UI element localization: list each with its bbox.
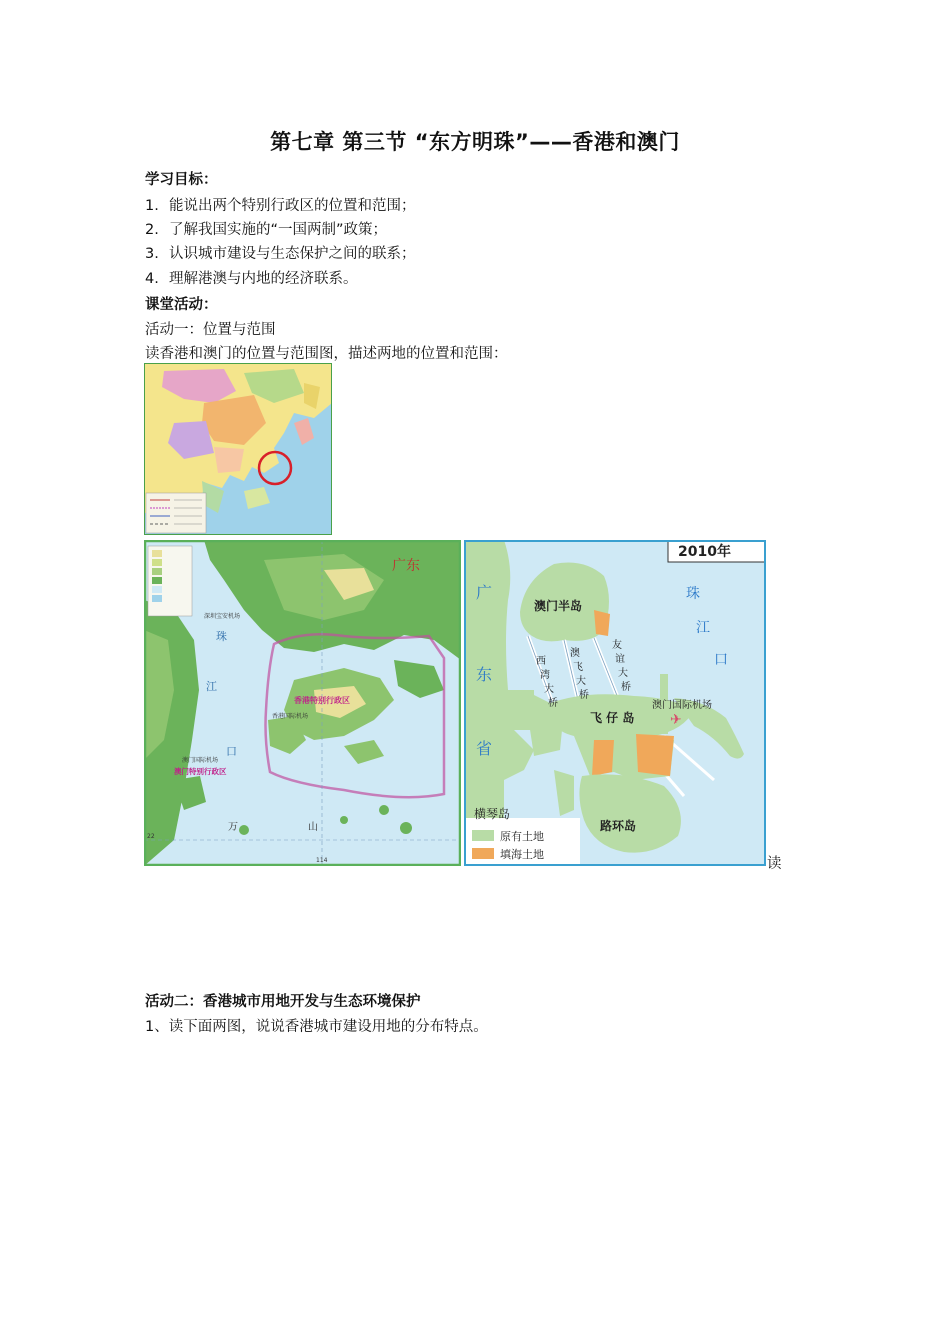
objective-text: 认识城市建设与生态保护之间的联系；	[169, 246, 416, 262]
objective-item	[145, 218, 387, 239]
objective-item	[145, 267, 358, 288]
objective-text: 能说出两个特别行政区的位置和范围；	[169, 198, 416, 214]
youyi-bridge-3: 大	[618, 668, 628, 679]
objective-item	[145, 194, 416, 215]
zhujiang-kou: 口	[714, 652, 728, 668]
aofei-bridge-3: 大	[576, 676, 586, 687]
macao-sheng-label: 省	[476, 739, 493, 758]
zhu-label: 珠	[216, 630, 227, 643]
aofei-bridge-1: 澳	[570, 648, 580, 659]
asia-location-map	[144, 363, 332, 535]
objective-text: 了解我国实施的“一国两制”政策；	[169, 222, 388, 238]
airplane-icon: ✈	[670, 712, 682, 728]
kou-label: 口	[226, 745, 237, 758]
macao-dong-label: 东	[476, 665, 493, 684]
macao-airport-label: 澳门国际机场	[182, 757, 219, 764]
wan-label: 万	[228, 822, 238, 833]
objective-number: 4.	[145, 271, 159, 287]
page-title: 第七章 第三节 “东方明珠”——香港和澳门	[270, 130, 680, 154]
legend-original-land: 原有土地	[500, 830, 544, 843]
activity2-title: 活动二：香港城市用地开发与生态环境保护	[145, 994, 421, 1010]
activities-heading: 课堂活动：	[145, 297, 218, 313]
coloane-label: 路环岛	[600, 819, 637, 833]
youyi-bridge-1: 友	[612, 640, 622, 651]
xiwan-bridge-3: 大	[544, 684, 554, 695]
dong-label: 东	[406, 558, 420, 574]
trailing-text: 读	[767, 856, 782, 872]
hk-sar-label: 香港特别行政区	[294, 696, 350, 705]
shenzhen-airport-label: 深圳宝安机场	[204, 613, 241, 620]
lat22-label: 22	[147, 833, 155, 840]
activity2-instruction: 1、读下面两图，说说香港城市建设用地的分布特点。	[145, 1019, 488, 1035]
shan-label: 山	[308, 822, 318, 833]
taipa-label: 飞 仔 岛	[590, 711, 635, 725]
aofei-bridge-2: 飞	[573, 662, 583, 673]
xiwan-bridge-1: 西	[536, 656, 546, 667]
macao-sar-label: 澳门特别行政区	[174, 767, 227, 776]
legend-reclaimed-land: 填海土地	[500, 848, 544, 861]
zhujiang-zhu: 珠	[686, 586, 700, 602]
objective-number: 1.	[145, 198, 159, 214]
zhujiang-jiang: 江	[696, 620, 710, 636]
objectives-heading: 学习目标：	[145, 172, 218, 188]
macao-map-year: 2010年	[678, 544, 731, 560]
lon114-label: 114	[316, 857, 328, 864]
guang-label: 广	[392, 558, 406, 574]
hengqin-label: 横琴岛	[474, 807, 511, 821]
objective-text: 理解港澳与内地的经济联系。	[169, 271, 358, 287]
activity1-instruction: 读香港和澳门的位置与范围图，描述两地的位置和范围：	[145, 346, 508, 362]
objective-number: 3.	[145, 246, 159, 262]
objective-number: 2.	[145, 222, 159, 238]
youyi-bridge-2: 谊	[615, 654, 625, 665]
objective-item	[145, 242, 416, 263]
aofei-bridge-4: 桥	[579, 690, 589, 701]
airport-label: 澳门国际机场	[652, 700, 712, 711]
peninsula-label: 澳门半岛	[534, 599, 583, 613]
youyi-bridge-4: 桥	[621, 682, 631, 693]
jiang-label: 江	[206, 680, 217, 693]
hong-kong-region-map	[144, 540, 461, 866]
hk-airport-label: 香港国际机场	[272, 713, 309, 720]
activity1-title: 活动一：位置与范围	[145, 322, 276, 338]
xiwan-bridge-2: 湾	[540, 670, 550, 681]
macao-map	[464, 540, 766, 866]
xiwan-bridge-4: 桥	[548, 698, 558, 709]
macao-guang-label: 广	[476, 583, 493, 602]
